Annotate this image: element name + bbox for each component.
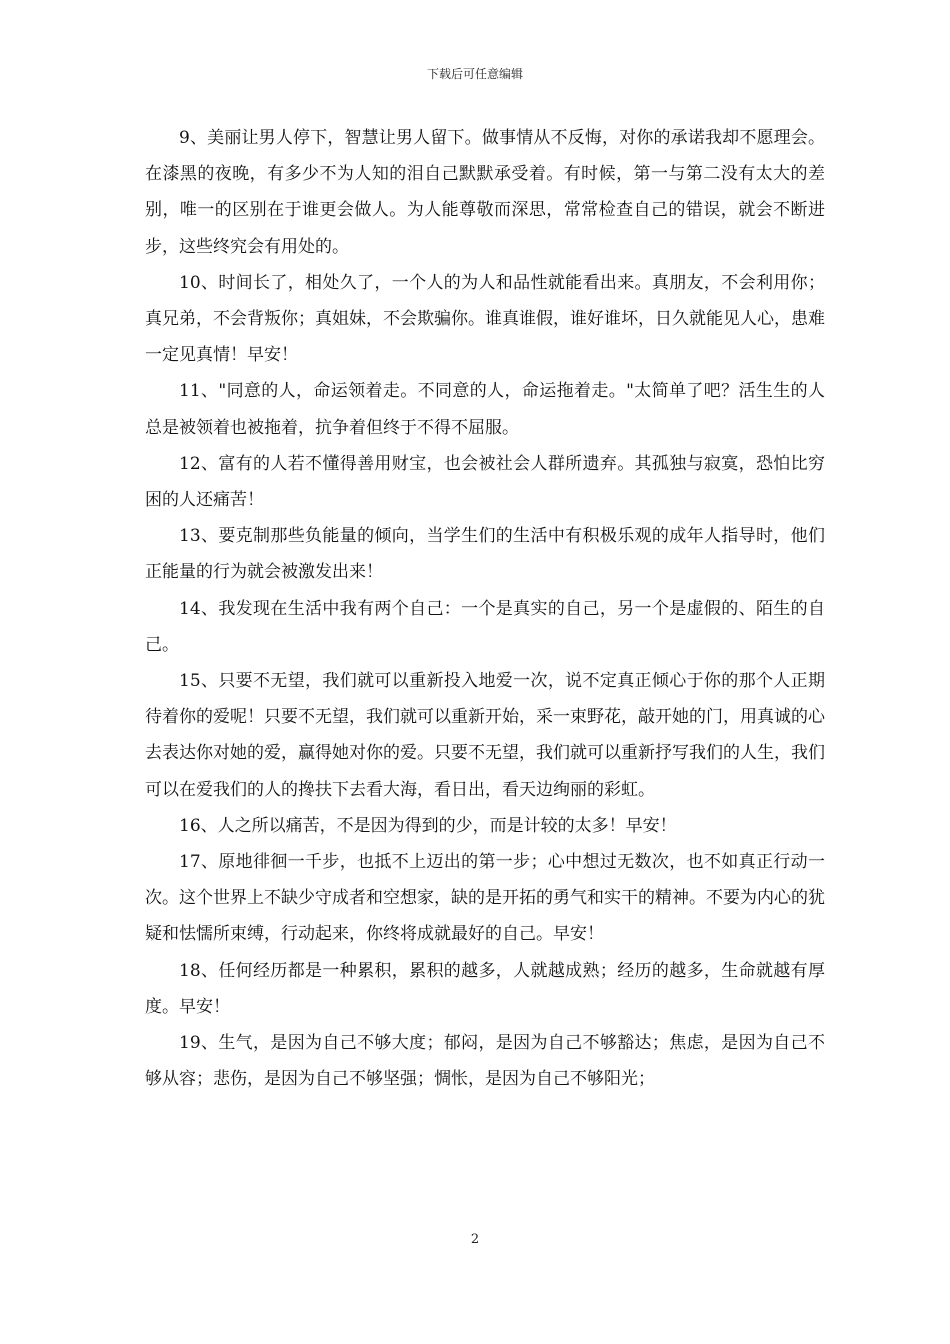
paragraph-15: 15、只要不无望，我们就可以重新投入地爱一次，说不定真正倾心于你的那个人正期待着你的爱呢！只要不无望，我们就可以重新开始，采一束野花，敲开她的门，用真诚的心去表达你对她的爱，赢得她对你的爱。只要不无望，我们就可以重新抒写我们的人生，我们可以在爱我们的人的搀扶下去看大海，看日出，看天边绚丽的彩虹。 (145, 671, 825, 800)
paragraph-12: 12、富有的人若不懂得善用财宝，也会被社会人群所遗弃。其孤独与寂寞，恐怕比穷困的人还痛苦！ (145, 453, 825, 511)
paragraph-9: 9、美丽让男人停下，智慧让男人留下。做事情从不反悔，对你的承诺我却不愿理会。在漆黑的夜晚，有多少不为人知的泪自己默默承受着。有时候，第一与第二没有太大的差别，唯一的区别在于谁更会做人。为人能尊敬而深思，常常检查自己的错误，就会不断进步，这些终究会有用处的。 (145, 128, 825, 257)
document-body (145, 120, 825, 1097)
page-number: 2 (470, 1232, 480, 1247)
paragraph-10: 10、时间长了，相处久了，一个人的为人和品性就能看出来。真朋友，不会利用你；真兄弟，不会背叛你；真姐妹，不会欺骗你。谁真谁假，谁好谁坏，日久就能见人心，患难一定见真情！早安！ (145, 272, 825, 366)
paragraph-14: 14、我发现在生活中我有两个自己：一个是真实的自己，另一个是虚假的、陌生的自己。 (145, 598, 825, 655)
paragraph-17: 17、原地徘徊一千步，也抵不上迈出的第一步；心中想过无数次，也不如真正行动一次。这个世界上不缺少守成者和空想家，缺的是开拓的勇气和实干的精神。不要为内心的犹疑和怯懦所束缚，行动起来，你终将成就最好的自己。早安！ (145, 852, 825, 945)
paragraph-13: 13、要克制那些负能量的倾向，当学生们的生活中有积极乐观的成年人指导时，他们正能量的行为就会被激发出来！ (145, 526, 825, 583)
paragraph-11: 11、"同意的人，命运领着走。不同意的人，命运拖着走。"太简单了吧？活生生的人总是被领着也被拖着，抗争着但终于不得不屈服。 (145, 381, 825, 438)
paragraph-18: 18、任何经历都是一种累积，累积的越多，人就越成熟；经历的越多，生命就越有厚度。早安！ (145, 960, 825, 1017)
paragraph-16: 16、人之所以痛苦，不是因为得到的少，而是计较的太多！早安！ (179, 815, 677, 836)
paragraph-19: 19、生气，是因为自己不够大度；郁闷，是因为自己不够豁达；焦虑，是因为自己不够从容；悲伤，是因为自己不够坚强；惆怅，是因为自己不够阳光； (145, 1033, 825, 1090)
page-header: 下载后可任意编辑 (426, 67, 523, 81)
